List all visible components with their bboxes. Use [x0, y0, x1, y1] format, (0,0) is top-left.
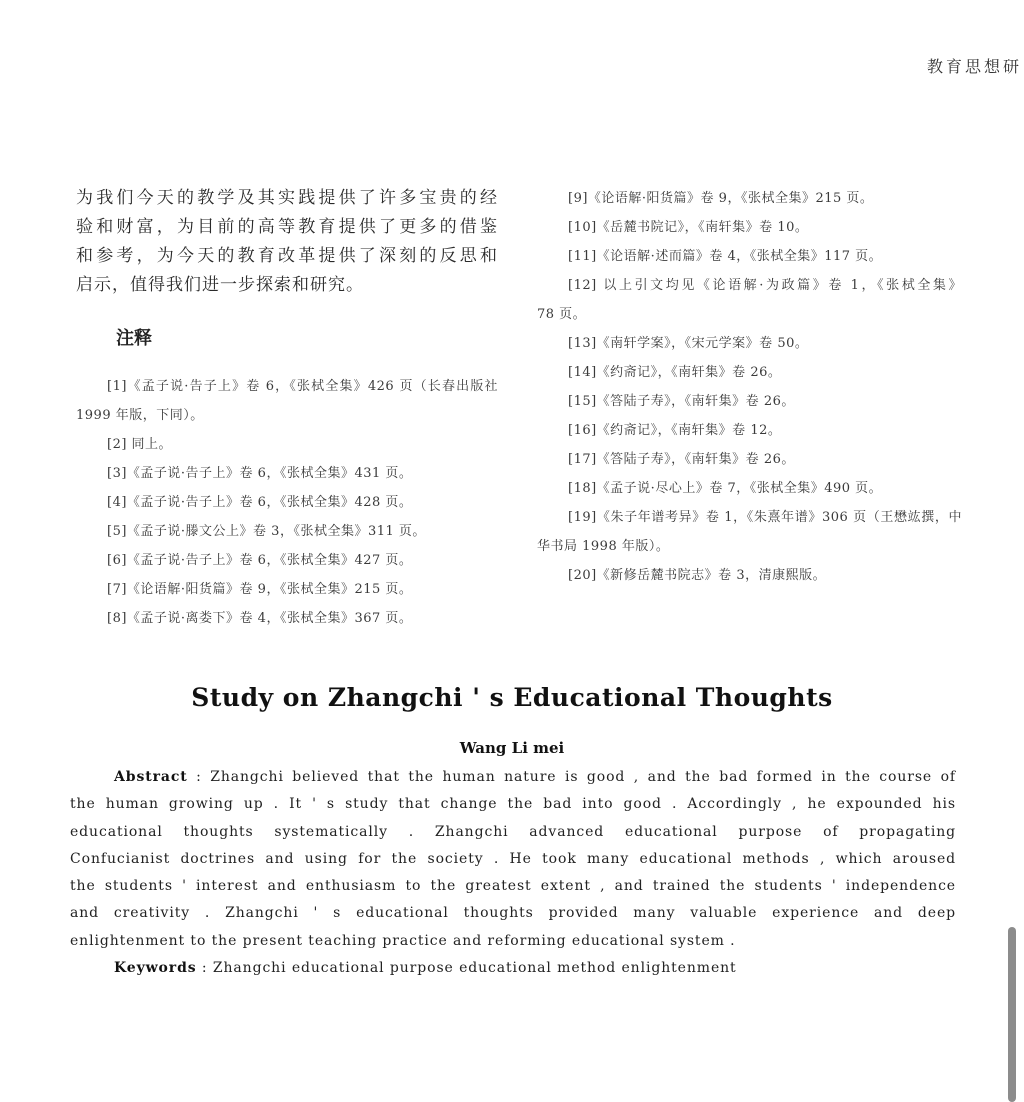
abstract-line: the students ' interest and enthusiasm to the greatest extent , and trained the students ' independence [70, 878, 956, 895]
reference-item: [16]《约斋记》，《南轩集》卷 12。 [568, 423, 782, 438]
abstract-line: the human growing up . It ' s study that change the bad into good . Accordingly , he expounded his [70, 796, 956, 813]
reference-item: 1999 年版，下同）。 [76, 408, 204, 423]
english-abstract [70, 764, 956, 982]
abstract-label: Abstract [114, 769, 188, 785]
reference-item: [15]《答陆子寿》，《南轩集》卷 26。 [568, 394, 795, 409]
reference-item: [9]《论语解·阳货篇》卷 9，《张栻全集》215 页。 [568, 191, 874, 206]
reference-item: [14]《约斋记》，《南轩集》卷 26。 [568, 365, 782, 380]
abstract-line: enlightenment to the present teaching practice and reforming educational system . [70, 932, 736, 949]
abstract-line [70, 764, 956, 791]
reference-item: [17]《答陆子寿》，《南轩集》卷 26。 [568, 452, 795, 467]
reference-item: [2] 同上。 [107, 437, 173, 452]
body-text-line: 验和财富，为目前的高等教育提供了更多的借鉴 [76, 217, 498, 237]
body-text-line: 启示，值得我们进一步探索和研究。 [76, 275, 364, 295]
keywords-label: Keywords [114, 960, 197, 977]
reference-item: [5]《孟子说·滕文公上》卷 3，《张栻全集》311 页。 [107, 524, 426, 539]
reference-item: [6]《孟子说·告子上》卷 6，《张栻全集》427 页。 [107, 553, 413, 568]
body-text-line: 和参考，为今天的教育改革提供了深刻的反思和 [76, 246, 498, 266]
abstract-text: : Zhangchi believed that the human nature is good , and the bad formed in the course of [196, 769, 956, 785]
reference-item: [1]《孟子说·告子上》卷 6，《张栻全集》426 页（长春出版社 [107, 379, 498, 394]
keywords-text: : Zhangchi educational purpose educational method enlightenment [201, 960, 737, 977]
notes-heading: 注释 [116, 328, 152, 349]
right-column [537, 184, 962, 590]
reference-item: [11]《论语解·述而篇》卷 4，《张栻全集》117 页。 [568, 249, 883, 264]
reference-item: [4]《孟子说·告子上》卷 6，《张栻全集》428 页。 [107, 495, 413, 510]
reference-item: 华书局 1998 年版）。 [537, 539, 670, 554]
reference-item: [7]《论语解·阳货篇》卷 9，《张栻全集》215 页。 [107, 582, 413, 597]
abstract-line: educational thoughts systematically . Zhangchi advanced educational purpose of propagating [70, 823, 956, 840]
reference-item: [20]《新修岳麓书院志》卷 3，清康熙版。 [568, 568, 827, 583]
keywords-line [70, 955, 956, 982]
english-title: Study on Zhangchi ' s Educational Thoughts [191, 683, 833, 712]
reference-item: [3]《孟子说·告子上》卷 6，《张栻全集》431 页。 [107, 466, 413, 481]
running-header: 教育思想研 [926, 57, 1022, 76]
reference-item: [12] 以上引文均见《论语解·为政篇》卷 1，《张栻全集》 [568, 278, 962, 293]
body-text-line: 为我们今天的教学及其实践提供了许多宝贵的经 [76, 188, 498, 208]
abstract-line: and creativity . Zhangchi ' s educational thoughts provided many valuable experience and deep [70, 905, 956, 922]
english-author: Wang Li mei [459, 739, 565, 757]
reference-item: [10]《岳麓书院记》，《南轩集》卷 10。 [568, 220, 809, 235]
reference-item: [13]《南轩学案》，《宋元学案》卷 50。 [568, 336, 809, 351]
vertical-scrollbar[interactable] [1008, 927, 1016, 1102]
reference-item: [19]《朱子年谱考异》卷 1，《朱熹年谱》306 页（王懋竑撰，中 [568, 510, 962, 525]
reference-item: [8]《孟子说·离娄下》卷 4，《张栻全集》367 页。 [107, 611, 413, 626]
abstract-line: Confucianist doctrines and using for the society . He took many educational methods , which aroused [70, 850, 956, 867]
reference-item: [18]《孟子说·尽心上》卷 7，《张栻全集》490 页。 [568, 481, 883, 496]
left-column [76, 184, 498, 633]
reference-item: 78 页。 [537, 307, 587, 322]
